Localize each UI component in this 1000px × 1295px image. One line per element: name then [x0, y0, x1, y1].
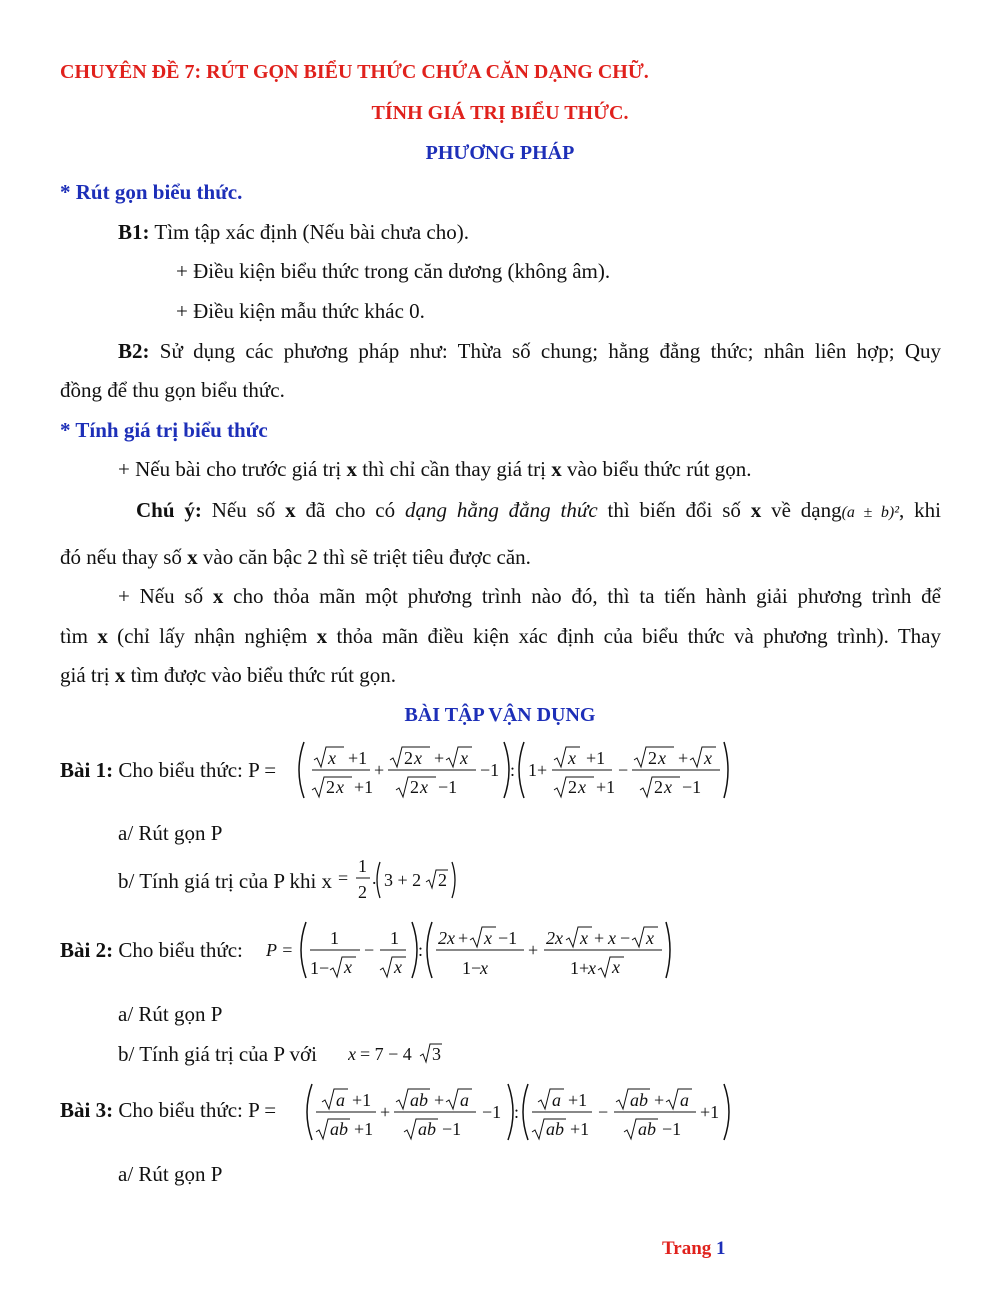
var-x: x: [114, 663, 126, 687]
text: thì biến đổi số: [597, 498, 751, 522]
page-number: [662, 1238, 726, 1260]
note-line-1: [60, 500, 941, 521]
svg-text:x: x: [484, 928, 492, 948]
svg-text:+1: +1: [586, 748, 606, 768]
text: thỏa mãn điều kiện xác định của biểu thức và phương trình). Thay: [327, 624, 941, 648]
svg-text:2: 2: [438, 870, 447, 890]
text: về dạng: [761, 498, 842, 522]
svg-text:2: 2: [410, 777, 419, 797]
var-x: x: [187, 545, 198, 569]
svg-text:a: a: [552, 1090, 561, 1110]
exercises-heading: BÀI TẬP VẬN DỤNG: [404, 704, 596, 726]
svg-text:x: x: [348, 1044, 356, 1064]
svg-text:1+: 1+: [570, 958, 590, 978]
svg-text:a: a: [680, 1090, 689, 1110]
exercise-1-label: [60, 760, 276, 781]
svg-text:x: x: [568, 748, 576, 768]
var-x: x: [97, 624, 108, 648]
svg-text:1−: 1−: [462, 958, 482, 978]
step-b1: [118, 222, 469, 243]
svg-text:+: +: [678, 748, 689, 768]
svg-text::: :: [510, 760, 516, 780]
text: + Nếu số: [118, 584, 213, 608]
svg-text:−1: −1: [438, 777, 458, 797]
exercise-2-x-value: [348, 1038, 448, 1068]
svg-text:x: x: [460, 748, 468, 768]
svg-text:+: +: [374, 760, 385, 780]
section-value: * Tính giá trị biểu thức: [60, 418, 268, 442]
svg-text:1+: 1+: [528, 760, 548, 780]
svg-text:+1: +1: [352, 1090, 372, 1110]
svg-text:x: x: [394, 957, 402, 977]
svg-text:+1: +1: [354, 777, 374, 797]
svg-text:−1: −1: [480, 760, 500, 780]
svg-text:a: a: [336, 1090, 345, 1110]
svg-text:x: x: [612, 957, 620, 977]
svg-text:+1: +1: [348, 748, 368, 768]
svg-text:+1: +1: [568, 1090, 588, 1110]
exercise-2-number: Bài 2:: [60, 938, 114, 962]
page-num: 1: [716, 1238, 726, 1259]
svg-text:2: 2: [358, 882, 367, 902]
equation-rule-2: [60, 626, 941, 647]
chapter-title: CHUYÊN ĐỀ 7: RÚT GỌN BIỂU THỨC CHỨA CĂN DẠNG CHỮ.: [60, 61, 649, 83]
section-simplify: * Rút gọn biểu thức.: [60, 180, 243, 204]
text: Cho biểu thức: P =: [113, 1098, 277, 1122]
svg-text:x: x: [580, 928, 588, 948]
page-word: Trang: [662, 1238, 712, 1259]
svg-text:1−: 1−: [310, 958, 330, 978]
svg-text:−: −: [620, 928, 631, 948]
svg-text:.: .: [372, 868, 377, 888]
svg-text::: :: [418, 940, 424, 960]
svg-text:3 + 2: 3 + 2: [384, 870, 422, 890]
svg-text:+1: +1: [596, 777, 616, 797]
svg-text:x: x: [336, 777, 344, 797]
step-b2-cont: đồng để thu gọn biểu thức.: [60, 378, 285, 402]
text: tìm được vào biểu thức rút gọn.: [125, 663, 396, 687]
text: cho thỏa mãn một phương trình nào đó, thì ta tiến hành giải phương trình để: [223, 584, 941, 608]
text: vào biểu thức rút gọn.: [561, 457, 752, 481]
method-heading: PHƯƠNG PHÁP: [425, 142, 575, 164]
exercise-2-part-a: a/ Rút gọn P: [118, 1002, 223, 1026]
svg-text:=: =: [338, 868, 349, 888]
svg-text:+: +: [380, 1102, 391, 1122]
svg-text:−: −: [598, 1102, 609, 1122]
step-b2: [60, 341, 941, 362]
var-x: x: [316, 624, 328, 648]
exercise-1-number: Bài 1:: [60, 758, 114, 782]
step-b2-text: Sử dụng các phương pháp như: Thừa số chung; hằng đẳng thức; nhân liên hợp; Quy: [149, 339, 941, 363]
svg-text:+1: +1: [354, 1119, 374, 1139]
chapter-subtitle: TÍNH GIÁ TRỊ BIỂU THỨC.: [371, 102, 629, 124]
svg-text:3: 3: [432, 1044, 441, 1064]
svg-text:2: 2: [648, 748, 657, 768]
svg-text:2: 2: [326, 777, 335, 797]
svg-text:2x: 2x: [546, 928, 563, 948]
svg-text:ab: ab: [546, 1119, 564, 1139]
svg-text:+: +: [434, 748, 445, 768]
text: Nếu số: [201, 498, 286, 522]
svg-text:1: 1: [390, 928, 399, 948]
svg-text:2x: 2x: [438, 928, 455, 948]
svg-text:x: x: [658, 748, 666, 768]
svg-text:2: 2: [654, 777, 663, 797]
svg-text:x: x: [578, 777, 586, 797]
svg-text:+: +: [654, 1090, 665, 1110]
var-x: x: [551, 457, 562, 481]
b1-condition-1: + Điều kiện biểu thức trong căn dương (không âm).: [176, 259, 611, 283]
svg-text:−1: −1: [482, 1102, 502, 1122]
svg-text:ab: ab: [410, 1090, 428, 1110]
svg-text:−1: −1: [498, 928, 518, 948]
exercise-1-formula: [292, 738, 732, 802]
svg-text:−: −: [364, 940, 375, 960]
text: Cho biểu thức: P =: [113, 758, 277, 782]
svg-text:+: +: [528, 940, 539, 960]
svg-text:+: +: [458, 928, 469, 948]
text: đã cho có: [295, 498, 405, 522]
svg-text:x: x: [704, 748, 712, 768]
svg-text:x: x: [328, 748, 336, 768]
svg-text:x: x: [664, 777, 672, 797]
text: giá trị: [60, 663, 115, 687]
note-line-2: [60, 547, 531, 568]
svg-text:x: x: [646, 928, 654, 948]
svg-text:ab: ab: [418, 1119, 436, 1139]
exercise-2-label: [60, 940, 243, 961]
exercise-1-part-a: a/ Rút gọn P: [118, 821, 223, 845]
svg-text:+1: +1: [570, 1119, 590, 1139]
svg-text:2: 2: [568, 777, 577, 797]
note-italic: dạng hằng đẳng thức: [404, 498, 598, 522]
svg-text:−1: −1: [682, 777, 702, 797]
svg-text:+: +: [594, 928, 605, 948]
svg-text:ab: ab: [638, 1119, 656, 1139]
text: vào căn bậc 2 thì sẽ triệt tiêu được căn.: [197, 545, 531, 569]
svg-text:−1: −1: [662, 1119, 682, 1139]
step-b1-label: B1:: [118, 220, 150, 244]
svg-text:+: +: [434, 1090, 445, 1110]
exercise-2-formula: [266, 918, 676, 982]
step-b2-label: B2:: [118, 339, 150, 363]
b1-condition-2: + Điều kiện mẫu thức khác 0.: [176, 299, 425, 323]
exercise-2-part-b: [118, 1044, 317, 1065]
svg-text:ab: ab: [330, 1119, 348, 1139]
text: , khi: [899, 498, 941, 522]
svg-text:x: x: [588, 958, 596, 978]
svg-text:x: x: [480, 958, 488, 978]
exercise-3-formula: [300, 1080, 736, 1144]
svg-text:a: a: [460, 1090, 469, 1110]
exercise-3-number: Bài 3:: [60, 1098, 114, 1122]
svg-text::: :: [514, 1102, 520, 1122]
var-x: x: [212, 584, 224, 608]
exercise-3-label: [60, 1100, 276, 1121]
svg-text:ab: ab: [630, 1090, 648, 1110]
exercise-1-x-value: [338, 856, 468, 904]
exercise-3-part-a: a/ Rút gọn P: [118, 1162, 223, 1186]
text: + Nếu bài cho trước giá trị: [118, 457, 347, 481]
svg-text:−: −: [618, 760, 629, 780]
svg-text:2: 2: [404, 748, 413, 768]
text: tìm: [60, 624, 98, 648]
note-label: Chú ý:: [136, 498, 202, 522]
text: thì chỉ cần thay giá trị: [357, 457, 552, 481]
text: b/ Tính giá trị của P khi x: [118, 869, 333, 893]
svg-text:1: 1: [358, 856, 367, 876]
equation-rule-1: [60, 586, 941, 607]
var-x: x: [285, 498, 296, 522]
text: (chỉ lấy nhận nghiệm: [107, 624, 317, 648]
formula-a-pm-b-squared: (a ± b)²: [841, 504, 900, 521]
svg-text:x: x: [344, 957, 352, 977]
text: Cho biểu thức:: [113, 938, 243, 962]
svg-text:x: x: [420, 777, 428, 797]
var-x: x: [750, 498, 762, 522]
svg-text:+1: +1: [700, 1102, 720, 1122]
step-b1-text: Tìm tập xác định (Nếu bài chưa cho).: [149, 220, 469, 244]
svg-text:x: x: [414, 748, 422, 768]
text: đó nếu thay số: [60, 545, 188, 569]
svg-text:= 7 − 4: = 7 − 4: [360, 1044, 412, 1064]
svg-text:x: x: [608, 928, 616, 948]
svg-text:1: 1: [330, 928, 339, 948]
exercise-1-part-b: [118, 871, 332, 892]
var-x: x: [346, 457, 358, 481]
equation-rule-3: [60, 665, 396, 686]
value-rule-1: [118, 459, 752, 480]
text: b/ Tính giá trị của P với: [118, 1042, 317, 1066]
p-symbol: P =: [266, 940, 294, 960]
svg-text:−1: −1: [442, 1119, 462, 1139]
